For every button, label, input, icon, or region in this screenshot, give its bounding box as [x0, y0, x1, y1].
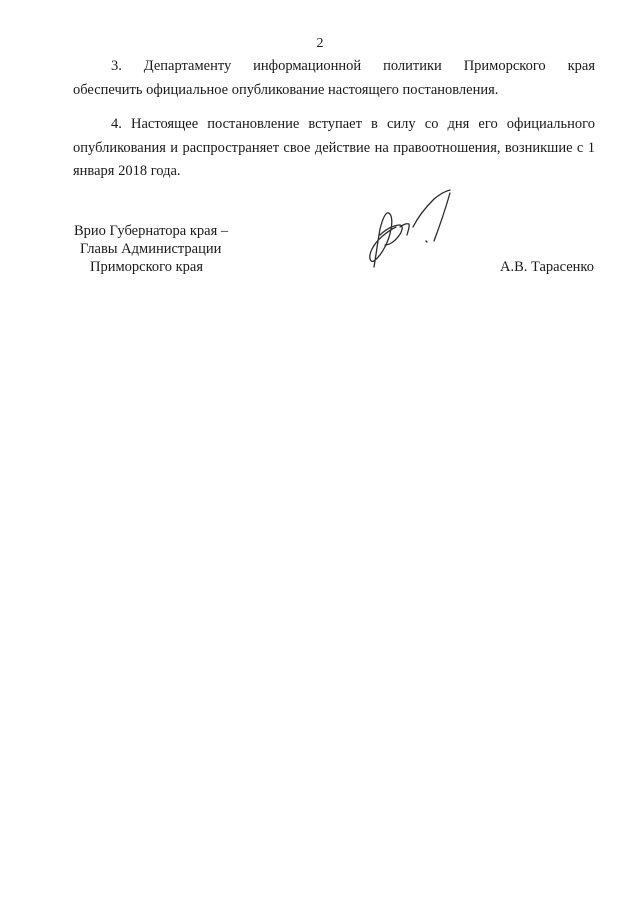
- signatory-title-line-3: Приморского края: [90, 259, 204, 275]
- page-number: 2: [316, 36, 324, 51]
- signatory-title-line-2: Главы Администрации: [80, 241, 222, 257]
- signatory-title-line-1: Врио Губернатора края –: [74, 223, 229, 239]
- document-body: [73, 55, 595, 195]
- paragraph-3: [73, 55, 595, 102]
- signatory-title: [74, 222, 228, 276]
- paragraph-3-line-2: обеспечить официальное опубликование настоящего постановления.: [73, 81, 499, 98]
- paragraph-3-line-1: 3. Департаменту информационной политики Приморского края: [111, 58, 595, 74]
- paragraph-4: 4. Настоящее постановление вступает в силу со дня его официального опубликования и распространяет свое действие на правоотношения, возникшие с 1 января 2018 года.: [73, 116, 595, 179]
- signatory-name: А.В. Тарасенко: [499, 259, 594, 275]
- handwritten-signature: [360, 185, 470, 275]
